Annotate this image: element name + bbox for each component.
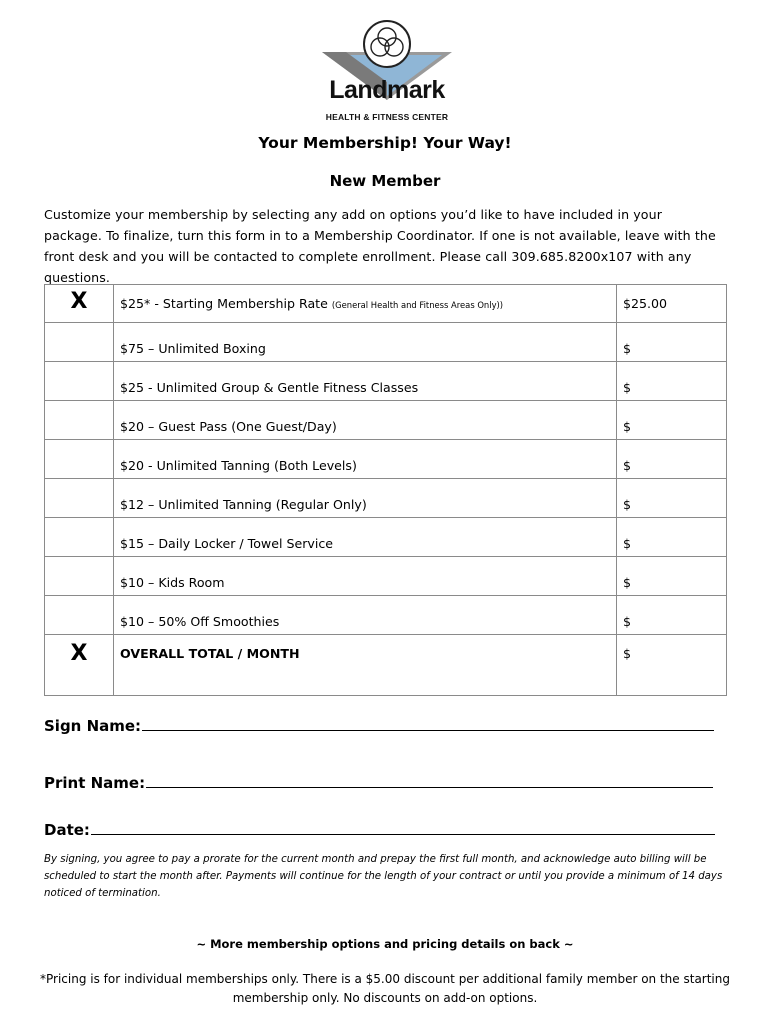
- logo-wordmark: Landmark: [329, 76, 445, 104]
- option-checkbox[interactable]: [45, 401, 114, 440]
- option-price[interactable]: $: [617, 401, 727, 440]
- print-name-field: [44, 773, 713, 792]
- option-checkbox[interactable]: [45, 596, 114, 635]
- option-price[interactable]: $: [617, 518, 727, 557]
- sign-name-line[interactable]: [142, 716, 714, 731]
- option-row: [45, 362, 727, 401]
- option-checkbox[interactable]: [45, 518, 114, 557]
- option-row: [45, 440, 727, 479]
- total-price[interactable]: $: [617, 635, 727, 696]
- option-row: [45, 557, 727, 596]
- total-row: [45, 635, 727, 696]
- sign-name-field: [44, 716, 714, 735]
- option-label: $25 - Unlimited Group & Gentle Fitness Classes: [114, 362, 617, 401]
- options-table: [44, 284, 727, 696]
- option-label: $10 – Kids Room: [114, 557, 617, 596]
- option-row: [45, 323, 727, 362]
- option-row: [45, 285, 727, 323]
- option-row: [45, 518, 727, 557]
- option-price[interactable]: $: [617, 440, 727, 479]
- option-label: $10 – 50% Off Smoothies: [114, 596, 617, 635]
- option-price[interactable]: $: [617, 323, 727, 362]
- pricing-note: *Pricing is for individual memberships only. There is a $5.00 discount per additional family member on the starting membership only. No discounts on add-on options.: [40, 972, 730, 1005]
- option-checkbox[interactable]: [45, 440, 114, 479]
- option-price[interactable]: $: [617, 362, 727, 401]
- option-checkbox[interactable]: X: [45, 285, 114, 323]
- option-price[interactable]: $: [617, 557, 727, 596]
- landmark-logo: [312, 18, 462, 124]
- form-subtitle: New Member: [329, 172, 441, 190]
- total-label: OVERALL TOTAL / MONTH: [114, 635, 617, 696]
- sign-name-label: Sign Name:: [44, 717, 142, 735]
- legal-disclaimer: By signing, you agree to pay a prorate for the current month and prepay the first full month, and acknowledge auto billing will be scheduled to start the month after. Payments will continue for the length of your contract or until you provide a minimum of 14 days noticed of termination.: [44, 854, 723, 899]
- date-label: Date:: [44, 821, 90, 839]
- option-label: $20 – Guest Pass (One Guest/Day): [114, 401, 617, 440]
- more-options-note: ~ More membership options and pricing details on back ~: [196, 937, 574, 951]
- total-checkbox[interactable]: X: [45, 635, 114, 696]
- option-checkbox[interactable]: [45, 323, 114, 362]
- date-field: [44, 820, 715, 839]
- intro-paragraph: Customize your membership by selecting any add on options you’d like to have included in your package. To finalize, turn this form in to a Membership Coordinator. If one is not available, leave with the front desk and you will be contacted to complete enrollment. Please call 309.685.8200x107 with any questions.: [44, 207, 716, 285]
- logo-emblem-icon: [312, 18, 462, 124]
- option-checkbox[interactable]: [45, 479, 114, 518]
- option-note: (General Health and Fitness Areas Only)): [331, 300, 504, 310]
- option-checkbox[interactable]: [45, 362, 114, 401]
- option-price[interactable]: $: [617, 596, 727, 635]
- form-title: Your Membership! Your Way!: [258, 134, 512, 152]
- logo-subtitle: HEALTH & FITNESS CENTER: [325, 112, 449, 122]
- option-label: $25* - Starting Membership Rate (General Health and Fitness Areas Only)): [114, 285, 617, 323]
- print-name-line[interactable]: [146, 773, 713, 788]
- date-line[interactable]: [91, 820, 715, 835]
- option-price[interactable]: $25.00: [617, 285, 727, 323]
- option-row: [45, 479, 727, 518]
- option-checkbox[interactable]: [45, 557, 114, 596]
- option-row: [45, 401, 727, 440]
- option-label: $20 - Unlimited Tanning (Both Levels): [114, 440, 617, 479]
- print-name-label: Print Name:: [44, 774, 146, 792]
- option-label: $75 – Unlimited Boxing: [114, 323, 617, 362]
- option-row: [45, 596, 727, 635]
- option-label: $12 – Unlimited Tanning (Regular Only): [114, 479, 617, 518]
- option-price[interactable]: $: [617, 479, 727, 518]
- option-label: $15 – Daily Locker / Towel Service: [114, 518, 617, 557]
